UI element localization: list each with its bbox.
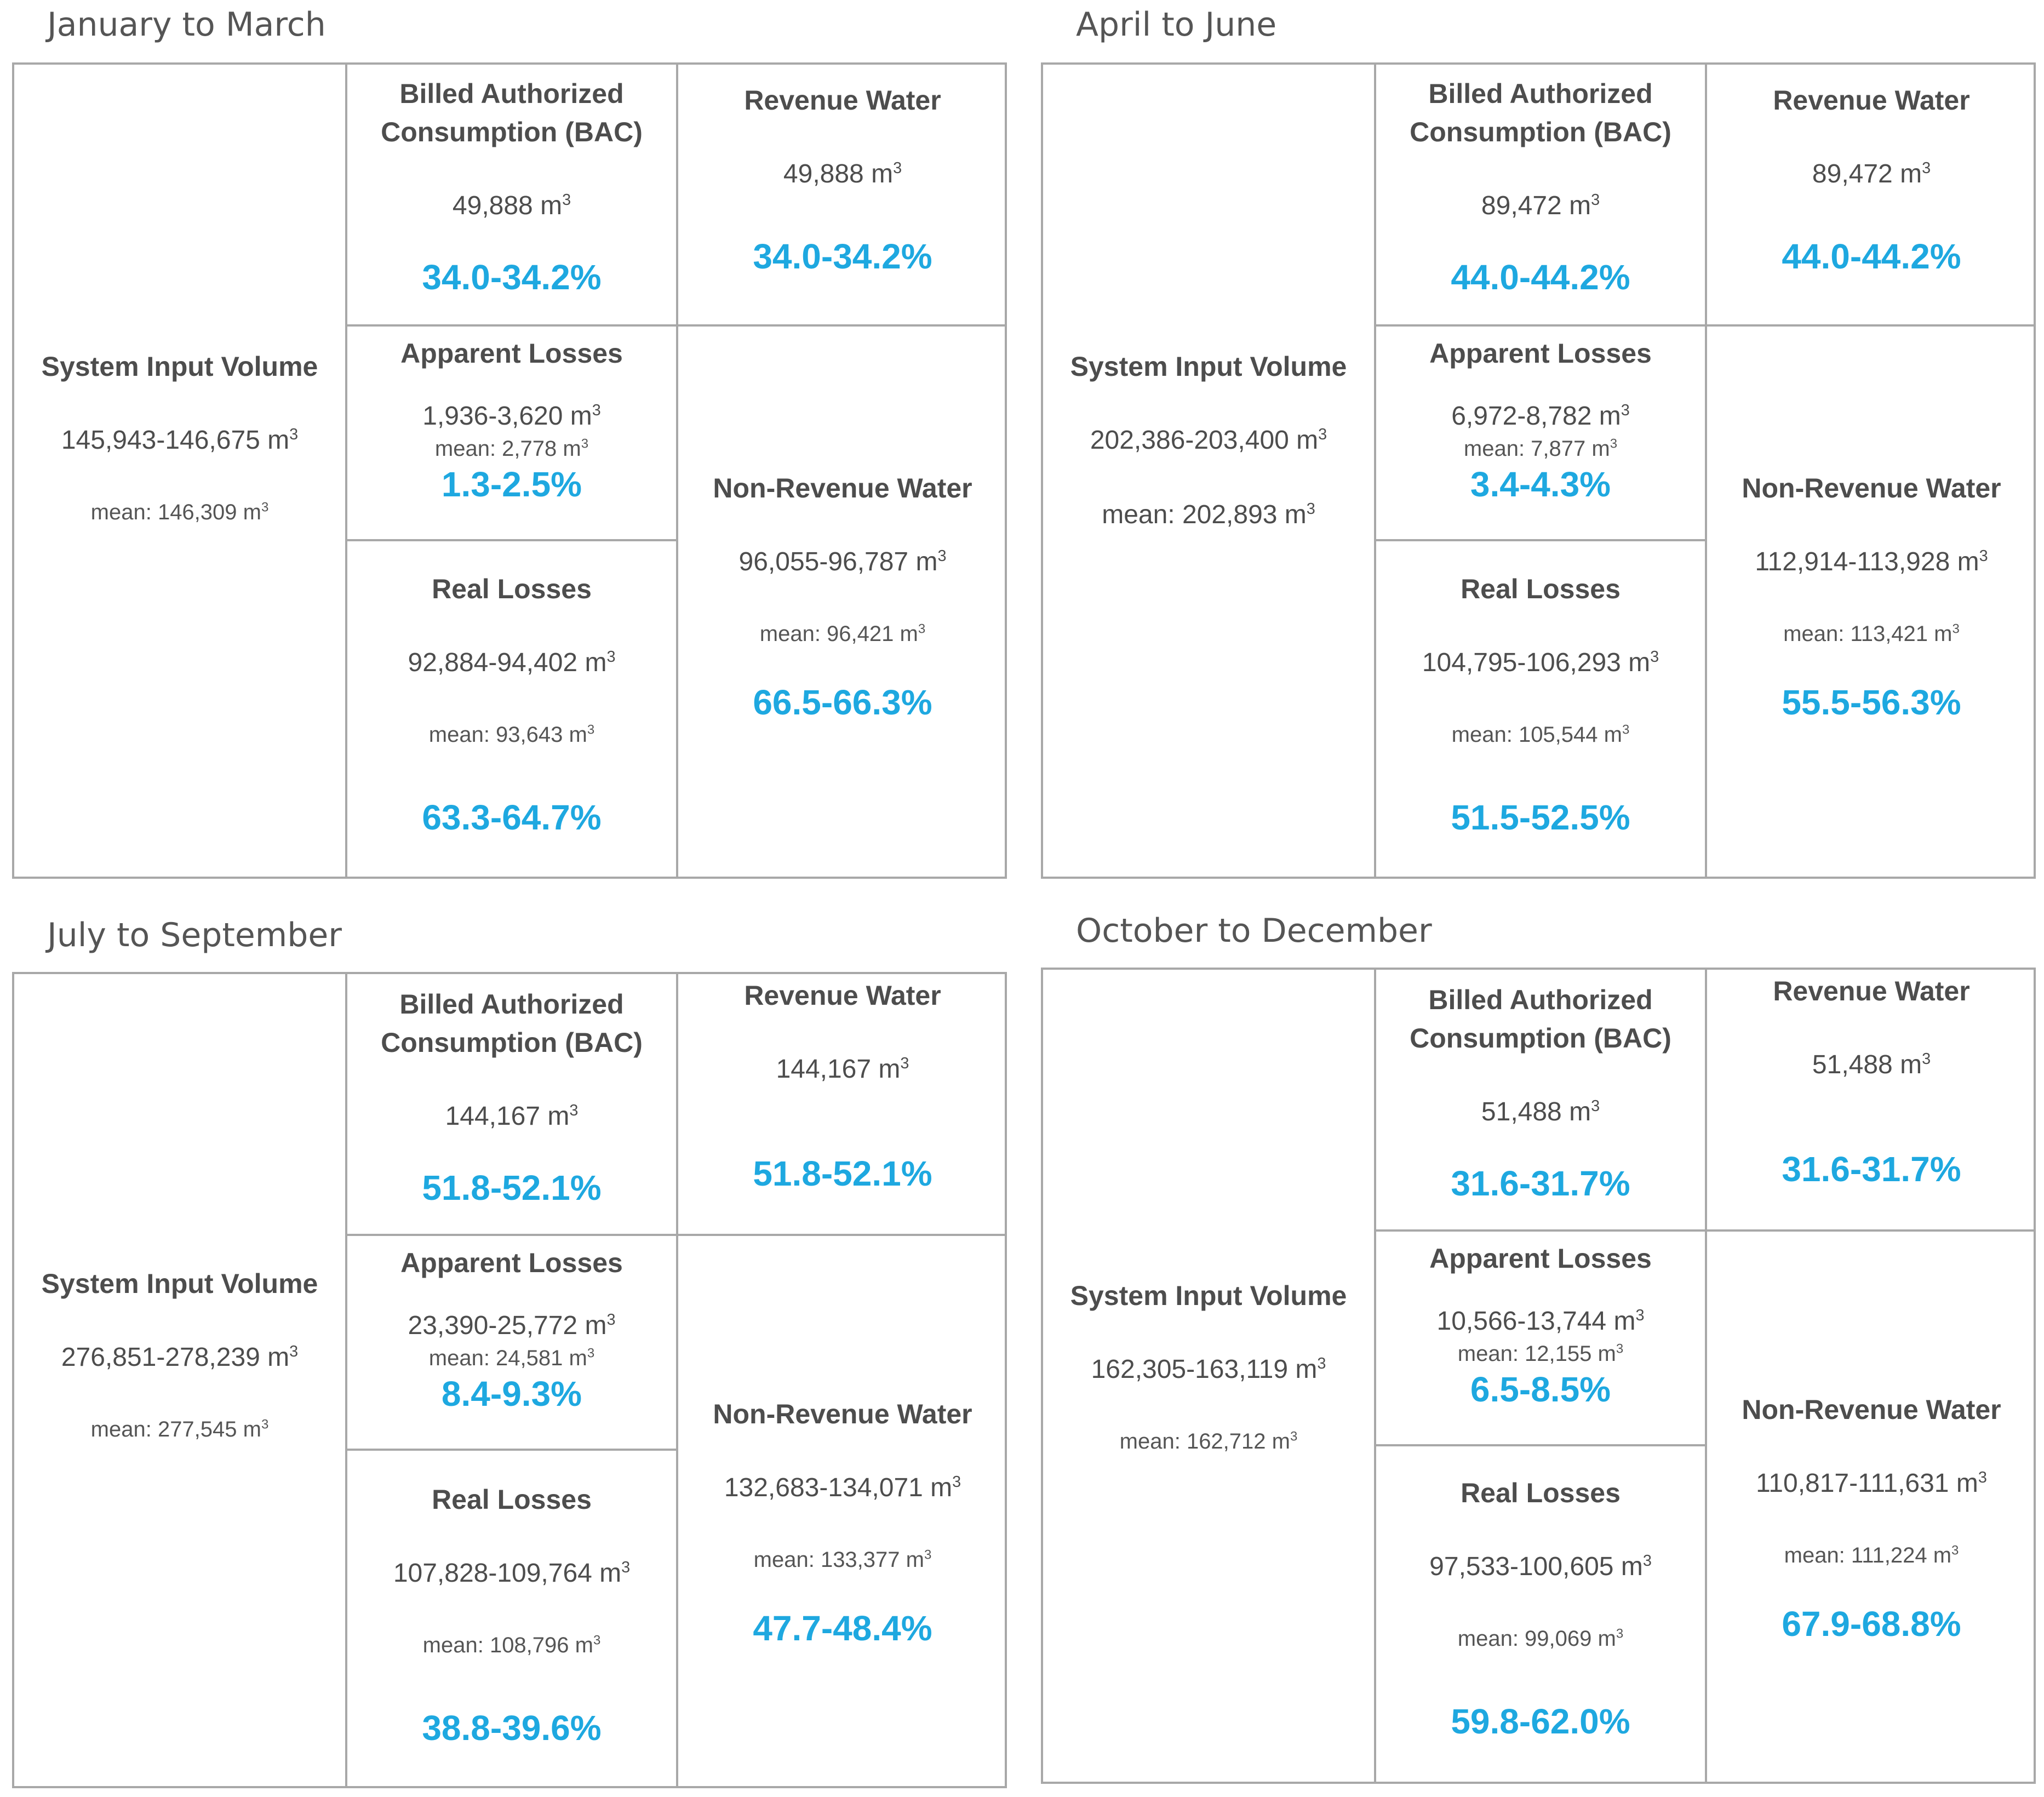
cell-label: Real Losses bbox=[1461, 574, 1621, 604]
cell-value: 104,795-106,293 bbox=[1422, 648, 1621, 677]
cell-value: 145,943-146,675 bbox=[61, 426, 260, 455]
cell-value: 132,683-134,071 bbox=[724, 1473, 923, 1502]
real-losses-cell: Real Losses 104,795-106,293 $m^3$ mean: 105,544 $m^3$ 51.5-52.5% bbox=[1376, 541, 1705, 877]
unit-label: m bbox=[267, 426, 290, 455]
apparent-losses-cell: Apparent Losses 10,566-13,744 $m^3$ mean: 12,155 $m^3$ 6.5-8.5% bbox=[1376, 1232, 1705, 1444]
cell-value: 23,390-25,772 bbox=[408, 1311, 578, 1340]
cell-value: 51,488 bbox=[1812, 1050, 1893, 1079]
non-revenue-water-cell: Non-Revenue Water 112,914-113,928 $m^3$ mean: 113,421 $m^3$ 55.5-56.3% bbox=[1707, 327, 2036, 877]
non-revenue-water-cell: Non-Revenue Water 96,055-96,787 $m^3$ mean: 96,421 $m^3$ 66.5-66.3% bbox=[678, 327, 1007, 877]
cell-percentage: 63.3-64.7% bbox=[422, 798, 602, 837]
cell-mean: mean: 133,377 bbox=[753, 1548, 900, 1572]
cell-percentage: 66.5-66.3% bbox=[753, 683, 932, 722]
cell-value: 96,055-96,787 bbox=[738, 547, 909, 576]
quarter-title: April to June bbox=[1076, 5, 1277, 44]
cell-percentage: 44.0-44.2% bbox=[1451, 257, 1630, 297]
cell-mean: mean: 2,778 bbox=[434, 437, 557, 461]
cell-mean: mean: 24,581 bbox=[428, 1346, 563, 1370]
cell-mean: mean: 12,155 bbox=[1457, 1342, 1592, 1366]
system-input-volume-cell: System Input Volume 276,851-278,239 $m^3$ mean: 277,545 $m^3$ bbox=[14, 974, 345, 1786]
cell-percentage: 51.8-52.1% bbox=[422, 1168, 602, 1207]
cell-label: System Input Volume bbox=[1070, 1280, 1347, 1311]
cell-percentage: 3.4-4.3% bbox=[1470, 465, 1611, 504]
cell-label: Billed Authorized Consumption (BAC) bbox=[1410, 78, 1671, 147]
cell-label: Billed Authorized Consumption (BAC) bbox=[381, 989, 643, 1058]
cell-percentage: 34.0-34.2% bbox=[753, 237, 932, 276]
cell-label: System Input Volume bbox=[1070, 351, 1347, 382]
apparent-losses-cell: Apparent Losses 1,936-3,620 $m^3$ mean: 2,778 $m^3$ 1.3-2.5% bbox=[347, 327, 676, 539]
cell-label: Non-Revenue Water bbox=[713, 473, 972, 503]
cell-mean: mean: 99,069 bbox=[1457, 1627, 1592, 1651]
cell-mean: mean: 113,421 bbox=[1783, 622, 1928, 646]
cell-mean: mean: 111,224 bbox=[1784, 1543, 1927, 1567]
cell-label: Non-Revenue Water bbox=[1742, 1394, 2001, 1425]
cell-value: 144,167 bbox=[776, 1055, 872, 1084]
cell-percentage: 1.3-2.5% bbox=[441, 465, 582, 504]
bac-cell: Billed Authorized Consumption (BAC) 49,888 $m^3$ 34.0-34.2% bbox=[347, 65, 676, 324]
revenue-water-cell: Revenue Water 49,888 $m^3$ 34.0-34.2% bbox=[678, 65, 1007, 324]
quarter-title: July to September bbox=[47, 916, 342, 954]
cell-value: 10,566-13,744 bbox=[1436, 1307, 1607, 1336]
cell-value: 49,888 bbox=[452, 191, 533, 220]
non-revenue-water-cell: Non-Revenue Water 110,817-111,631 $m^3$ mean: 111,224 $m^3$ 67.9-68.8% bbox=[1707, 1232, 2036, 1782]
cell-value: 162,305-163,119 bbox=[1091, 1355, 1289, 1384]
cell-value: 51,488 bbox=[1481, 1097, 1562, 1126]
cell-label: Revenue Water bbox=[1773, 976, 1970, 1006]
revenue-water-cell: Revenue Water 51,488 $m^3$ 31.6-31.7% bbox=[1707, 970, 2036, 1229]
cell-value: 97,533-100,605 bbox=[1429, 1552, 1614, 1581]
cell-percentage: 8.4-9.3% bbox=[441, 1374, 582, 1413]
cell-percentage: 34.0-34.2% bbox=[422, 257, 602, 297]
cell-value: 89,472 bbox=[1812, 159, 1893, 188]
cell-label: Apparent Losses bbox=[1429, 338, 1652, 369]
cell-label: Apparent Losses bbox=[400, 1247, 623, 1278]
cell-value: 112,914-113,928 bbox=[1755, 547, 1950, 576]
cell-label: Non-Revenue Water bbox=[713, 1399, 972, 1429]
cell-label: Real Losses bbox=[432, 1484, 592, 1515]
cell-value: 89,472 bbox=[1481, 191, 1562, 220]
cell-mean: mean: 7,877 bbox=[1463, 437, 1586, 461]
cell-percentage: 55.5-56.3% bbox=[1782, 683, 1961, 722]
cell-mean: mean: 162,712 bbox=[1119, 1429, 1266, 1453]
cell-label: Non-Revenue Water bbox=[1742, 473, 2001, 503]
cell-mean: mean: 96,421 bbox=[759, 622, 894, 646]
cell-percentage: 47.7-48.4% bbox=[753, 1609, 932, 1648]
cell-percentage: 6.5-8.5% bbox=[1470, 1370, 1611, 1409]
cell-value: 6,972-8,782 bbox=[1451, 402, 1592, 431]
cell-mean: mean: 146,309 bbox=[90, 500, 237, 524]
bac-cell: Billed Authorized Consumption (BAC) 144,167 $m^3$ 51.8-52.1% bbox=[347, 974, 676, 1234]
cell-label: Billed Authorized Consumption (BAC) bbox=[381, 78, 643, 147]
cell-mean: mean: 202,893 bbox=[1102, 500, 1278, 529]
cell-mean: mean: 277,545 bbox=[90, 1417, 237, 1441]
cell-percentage: 67.9-68.8% bbox=[1782, 1604, 1961, 1644]
cell-label: Real Losses bbox=[1461, 1478, 1621, 1508]
apparent-losses-cell: Apparent Losses 6,972-8,782 $m^3$ mean: 7,877 $m^3$ 3.4-4.3% bbox=[1376, 327, 1705, 539]
cell-label: System Input Volume bbox=[41, 351, 318, 382]
cell-value: 107,828-109,764 bbox=[393, 1559, 592, 1588]
bac-cell: Billed Authorized Consumption (BAC) 51,488 $m^3$ 31.6-31.7% bbox=[1376, 970, 1705, 1229]
non-revenue-water-cell: Non-Revenue Water 132,683-134,071 $m^3$ mean: 133,377 $m^3$ 47.7-48.4% bbox=[678, 1236, 1007, 1786]
cell-value: 202,386-203,400 bbox=[1090, 426, 1289, 455]
cell-label: Revenue Water bbox=[744, 85, 941, 116]
cell-label: Revenue Water bbox=[744, 980, 941, 1011]
cell-percentage: 31.6-31.7% bbox=[1451, 1164, 1630, 1203]
cell-label: Revenue Water bbox=[1773, 85, 1970, 116]
cell-mean: mean: 108,796 bbox=[422, 1633, 569, 1657]
water-balance-table bbox=[12, 972, 1007, 1788]
cell-label: Apparent Losses bbox=[400, 338, 623, 369]
cell-label: Real Losses bbox=[432, 574, 592, 604]
cell-mean: mean: 93,643 bbox=[428, 723, 563, 747]
cell-label: System Input Volume bbox=[41, 1268, 318, 1299]
cell-value: 92,884-94,402 bbox=[408, 648, 578, 677]
quarter-title: January to March bbox=[47, 5, 326, 44]
cell-value: 110,817-111,631 bbox=[1756, 1469, 1949, 1498]
water-balance-table bbox=[1041, 62, 2036, 879]
cell-value: 276,851-278,239 bbox=[61, 1343, 260, 1372]
cell-label: Apparent Losses bbox=[1429, 1243, 1652, 1274]
cell-percentage: 38.8-39.6% bbox=[422, 1708, 602, 1748]
system-input-volume-cell: System Input Volume 202,386-203,400 $m^3$ mean: 202,893 $m^3$ bbox=[1043, 65, 1374, 877]
cell-value: 1,936-3,620 bbox=[422, 402, 563, 431]
real-losses-cell: Real Losses 92,884-94,402 $m^3$ mean: 93,643 $m^3$ 63.3-64.7% bbox=[347, 541, 676, 877]
cell-percentage: 59.8-62.0% bbox=[1451, 1702, 1630, 1741]
quarter-title: October to December bbox=[1076, 912, 1432, 950]
cell-percentage: 44.0-44.2% bbox=[1782, 237, 1961, 276]
cell-percentage: 31.6-31.7% bbox=[1782, 1149, 1961, 1189]
revenue-water-cell: Revenue Water 144,167 $m^3$ 51.8-52.1% bbox=[678, 974, 1007, 1234]
cell-value: 144,167 bbox=[445, 1102, 541, 1131]
water-balance-table bbox=[1041, 968, 2036, 1784]
revenue-water-cell: Revenue Water 89,472 $m^3$ 44.0-44.2% bbox=[1707, 65, 2036, 324]
cell-percentage: 51.5-52.5% bbox=[1451, 798, 1630, 837]
real-losses-cell: Real Losses 107,828-109,764 $m^3$ mean: 108,796 $m^3$ 38.8-39.6% bbox=[347, 1451, 676, 1786]
cell-mean: mean: 105,544 bbox=[1451, 723, 1598, 747]
cell-percentage: 51.8-52.1% bbox=[753, 1154, 932, 1193]
real-losses-cell: Real Losses 97,533-100,605 $m^3$ mean: 99,069 $m^3$ 59.8-62.0% bbox=[1376, 1446, 1705, 1782]
cell-label: Billed Authorized Consumption (BAC) bbox=[1410, 985, 1671, 1054]
system-input-volume-cell: System Input Volume 162,305-163,119 $m^3$ mean: 162,712 $m^3$ bbox=[1043, 970, 1374, 1782]
apparent-losses-cell: Apparent Losses 23,390-25,772 $m^3$ mean: 24,581 $m^3$ 8.4-9.3% bbox=[347, 1236, 676, 1449]
water-balance-table bbox=[12, 62, 1007, 879]
bac-cell: Billed Authorized Consumption (BAC) 89,472 $m^3$ 44.0-44.2% bbox=[1376, 65, 1705, 324]
cell-value: 49,888 bbox=[783, 159, 864, 188]
system-input-volume-cell: System Input Volume 145,943-146,675 $m^3$ mean: 146,309 $m^3$ bbox=[14, 65, 345, 877]
